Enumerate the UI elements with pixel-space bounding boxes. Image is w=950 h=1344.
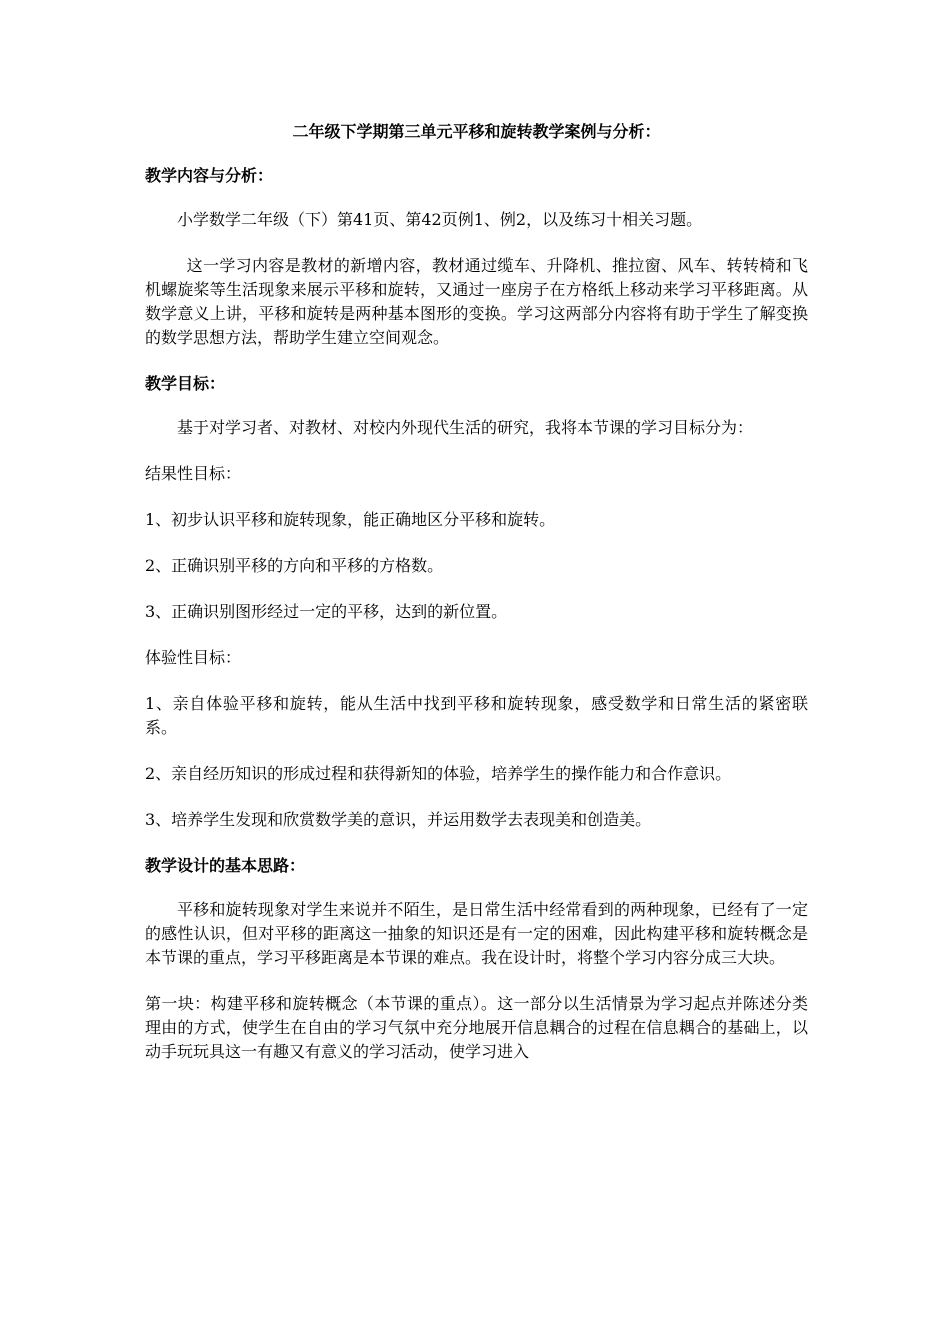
list-item: 3、正确识别图形经过一定的平移，达到的新位置。 <box>145 602 508 621</box>
subheading-result-goals: 结果性目标： <box>145 464 242 483</box>
paragraph: 小学数学二年级（下）第41页、第42页例1、例2，以及练习十相关习题。 <box>177 210 703 229</box>
list-item: 3、培养学生发现和欣赏数学美的意识，并运用数学去表现美和创造美。 <box>145 810 652 829</box>
list-item: 1、初步认识平移和旋转现象，能正确地区分平移和旋转。 <box>145 510 556 529</box>
paragraph: 第一块：构建平移和旋转概念（本节课的重点）。这一部分以生活情景为学习起点并陈述分类理由的方式，使学生在自由的学习气氛中充分地展开信息耦合的过程在信息耦合的基础上，以动手玩玩具这一有趣又有意义的学习活动，使学习进入 <box>145 994 808 1061</box>
document-title: 二年级下学期第三单元平移和旋转教学案例与分析： <box>292 122 661 141</box>
section-heading-content-analysis: 教学内容与分析： <box>145 166 274 185</box>
list-item: 2、亲自经历知识的形成过程和获得新知的体验，培养学生的操作能力和合作意识。 <box>145 764 732 783</box>
section-heading-teaching-goals: 教学目标： <box>145 374 226 393</box>
paragraph: 这一学习内容是教材的新增内容，教材通过缆车、升降机、推拉窗、风车、转转椅和飞机螺旋桨等生活现象来展示平移和旋转，又通过一座房子在方格纸上移动来学习平移距离。从数学意义上讲，平移和旋转是两种基本图形的变换。学习这两部分内容将有助于学生了解变换的数学思想方法，帮助学生建立空间观念。 <box>145 256 808 347</box>
list-item: 2、正确识别平移的方向和平移的方格数。 <box>145 556 444 575</box>
section-heading-design-ideas: 教学设计的基本思路： <box>145 856 306 875</box>
subheading-experience-goals: 体验性目标： <box>145 648 242 667</box>
document-body <box>145 120 808 1086</box>
paragraph: 平移和旋转现象对学生来说并不陌生，是日常生活中经常看到的两种现象，已经有了一定的感性认识，但对平移的距离这一抽象的知识还是有一定的困难，因此构建平移和旋转概念是本节课的重点，学习平移距离是本节课的难点。我在设计时，将整个学习内容分成三大块。 <box>145 900 808 967</box>
list-item: 1、亲自体验平移和旋转，能从生活中找到平移和旋转现象，感受数学和日常生活的紧密联系。 <box>145 694 808 737</box>
paragraph: 基于对学习者、对教材、对校内外现代生活的研究，我将本节课的学习目标分为： <box>177 418 754 437</box>
